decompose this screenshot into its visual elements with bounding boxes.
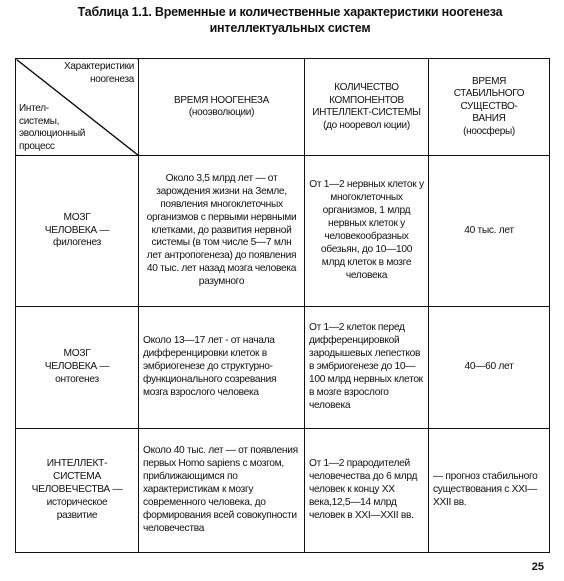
diagonal-header-cell: [16, 59, 139, 156]
diagonal-header-bottom: Интел- системы, эволюционный процесс: [19, 103, 86, 152]
time-cell: Около 3,5 млрд лет — от зарождения жизни на Земле, появления многоклеточных организмов с первыми нервными клетками, до развития нервной системы (в том числе 5—7 млн лет антропогенеза) до появления 40 тыс. лет назад мозга человека разумного: [139, 156, 305, 307]
diagonal-header-top: Характеристики ноогенеза: [64, 61, 134, 85]
table-row: [16, 429, 550, 553]
count-cell: От 1—2 нервных клеток у многоклеточных организмов, 1 млрд нервных клеток у человекообразных обезьян, до 10—100 млрд клеток в мозге человека: [305, 156, 429, 307]
table-caption: Таблица 1.1. Временные и количественные характеристики ноогенеза интеллектуальных систем: [77, 5, 503, 35]
time-cell: Около 13—17 лет - от начала дифференцировки клеток в эмбриогенезе до структурно-функционального созревания мозга взрослого человека: [139, 307, 305, 429]
column-header-time: ВРЕМЯ НООГЕНЕЗА (нооэволюции): [139, 59, 305, 156]
row-header: МОЗГ ЧЕЛОВЕКА — онтогенез: [16, 307, 139, 429]
column-header-stable: ВРЕМЯ СТАБИЛЬНОГО СУЩЕСТВО- ВАНИЯ (ноосферы): [429, 59, 550, 156]
count-cell: От 1—2 клеток перед дифференцировкой зародышевых лепестков в эмбриогенезе до 10—100 млрд нервных клеток в мозге взрослого человека: [305, 307, 429, 429]
time-cell: Около 40 тыс. лет — от появления первых Homo sapiens с мозгом, приближающимся по характеристикам к мозгу современного человека, до формирования всей совокупности человечества: [139, 429, 305, 553]
stable-cell: — прогноз стабильного существования с XXI—XXII вв.: [429, 429, 550, 553]
column-header-count: КОЛИЧЕСТВО КОМПОНЕНТОВ ИНТЕЛЛЕКТ-СИСТЕМЫ (до нооревол юции): [305, 59, 429, 156]
table-row: [16, 156, 550, 307]
page-number: 25: [531, 561, 544, 573]
noogenesis-table: [15, 58, 550, 553]
stable-cell: 40 тыс. лет: [429, 156, 550, 307]
row-header: МОЗГ ЧЕЛОВЕКА — филогенез: [16, 156, 139, 307]
row-header: ИНТЕЛЛЕКТ- СИСТЕМА ЧЕЛОВЕЧЕСТВА — историческое развитие: [16, 429, 139, 553]
table-row: [16, 307, 550, 429]
header-row: [16, 59, 550, 156]
count-cell: От 1—2 прародителей человечества до 6 млрд человек к концу XX века,12,5—14 млрд человек в XXI—XXII вв.: [305, 429, 429, 553]
stable-cell: 40—60 лет: [429, 307, 550, 429]
